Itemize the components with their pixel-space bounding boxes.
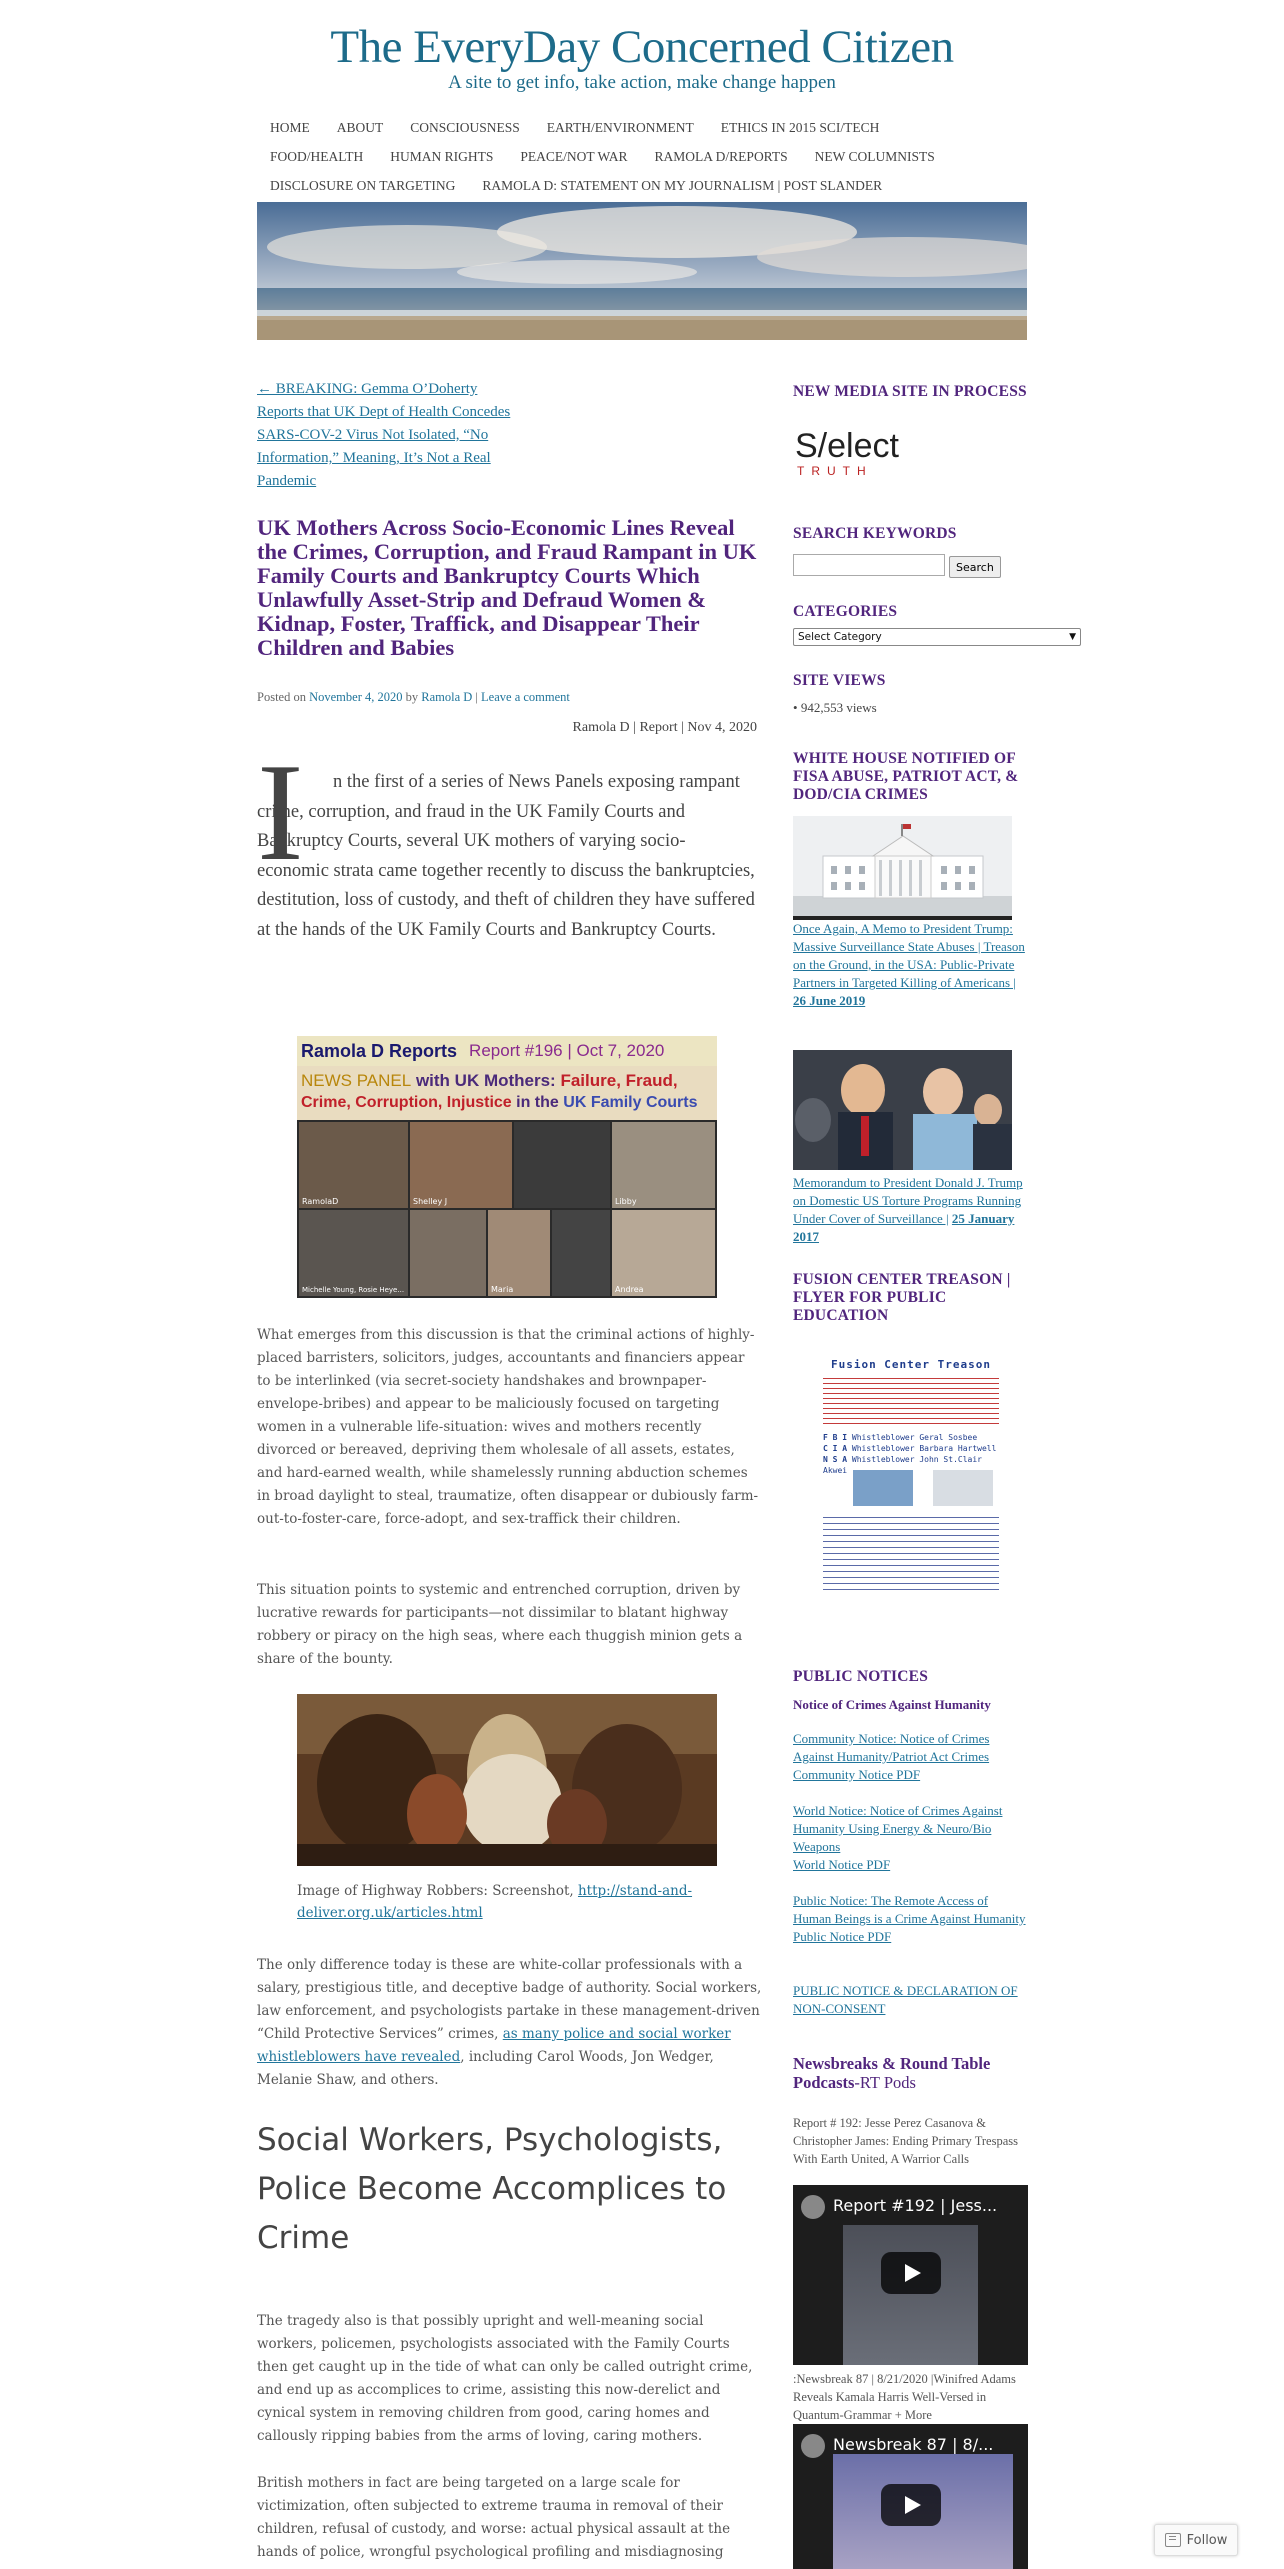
categories-select[interactable] [793,628,1081,646]
post-date-link[interactable]: November 4, 2020 [309,690,403,704]
notice-heading: Notice of Crimes Against Humanity [793,1697,991,1712]
public-notice-pdf-link[interactable]: Public Notice PDF [793,1929,892,1944]
newsbreaks-title: Newsbreaks & Round Table Podcasts [793,2054,991,2092]
non-consent-notice [793,1982,1029,2018]
site-title[interactable]: The EveryDay Concerned Citizen [330,21,954,73]
select-truth-logo[interactable] [795,428,915,490]
main-navigation [257,113,1027,200]
views-count-text: 942,553 views [800,700,877,715]
non-consent-link[interactable]: PUBLIC NOTICE & DECLARATION OF NON-CONSENT [793,1983,1018,2016]
paragraph-tragedy: The tragedy also is that possibly upright and well-meaning social workers, policemen, psychologists associated with the Family Courts then get caught up in the tide of what can only be called outright crime, and end up as accomplices to crime, assisting this now-derelict and cynical system in removing children from good, caring homes and callously ripping babies from the arms of loving, caring mothers. [257,2313,753,2444]
flyer-intro-text [823,1376,999,1426]
memo-date-2[interactable]: 25 January 2017 [793,1211,1015,1244]
nav-item-disclosure[interactable]: DISCLOSURE ON TARGETING [270,177,456,193]
banner-news-panel: NEWS PANEL [301,1071,412,1090]
nav-item-ramola-reports[interactable]: RAMOLA D/REPORTS [654,148,788,164]
categories-selected-value: Select Category [798,631,882,643]
call-tile-name: Shelley J [413,1197,448,1206]
fusion-center-flyer[interactable] [813,1350,1009,1598]
call-tile [299,1122,408,1208]
public-notice-link[interactable]: Public Notice: The Remote Access of Human Beings is a Crime Against Humanity [793,1893,1026,1926]
nav-row-2 [257,142,1027,171]
nav-item-consciousness[interactable]: CONSCIOUSNESS [410,119,520,135]
banner-in-the: in the [516,1094,559,1111]
play-icon[interactable] [881,2252,941,2294]
community-notice-link[interactable]: Community Notice: Notice of Crimes Against Humanity/Patriot Act Crimes [793,1731,990,1764]
lead-paragraph [257,768,757,945]
trump-inauguration-image[interactable] [793,1050,1012,1170]
paragraph-british-mothers: British mothers in fact are being targeted on a large scale for victimization, often subjected to extreme trauma in removal of their children, refusal of custody, and worse: actual physical assault at the hands of police, wrongful psychological profiling and misdiagnosing [257,2475,731,2560]
flyer-agency-label: Whistleblower Geral Sosbee [851,1433,978,1442]
banner-family-courts: UK Family Courts [563,1094,698,1111]
nav-item-home[interactable]: HOME [270,119,310,135]
play-icon[interactable] [881,2484,941,2526]
author-link[interactable]: Ramola D [421,690,473,704]
memo-link-1[interactable]: Once Again, A Memo to President Trump: Massive Surveillance State Abuses | Treason on the Ground, in the USA: Public-Private Partners in Targeted Killing of Americans | [793,921,1025,990]
widget-title-white-house: WHITE HOUSE NOTIFIED OF FISA ABUSE, PATRIOT ACT, & DOD/CIA CRIMES [793,750,1019,803]
call-tile [612,1122,715,1208]
widget-title-public-notices: PUBLIC NOTICES [793,1668,929,1685]
flyer-agency: C I A [823,1444,848,1453]
leave-comment-link[interactable]: Leave a comment [481,690,570,704]
drop-cap: I [257,735,304,890]
memo-date-1[interactable]: 26 June 2019 [793,993,866,1008]
video-2-logo-icon [801,2434,825,2458]
video-1-thumbnail [843,2225,978,2365]
call-tile-name: Libby [615,1197,637,1206]
search-button[interactable]: Search [949,556,1001,578]
white-house-memo-1 [793,920,1029,1010]
flyer-photo [933,1470,993,1506]
world-notice [793,1802,1029,1874]
video-player-1[interactable] [793,2185,1028,2365]
world-notice-pdf-link[interactable]: World Notice PDF [793,1857,891,1872]
public-notice [793,1892,1029,1946]
call-tile [612,1210,715,1296]
call-tile-name: Michelle Young, Rosie Heye... [302,1286,405,1294]
flyer-photo [853,1470,913,1506]
widget-title-categories: CATEGORIES [793,603,898,620]
flyer-title: Fusion Center Treason [830,1358,992,1371]
call-tile [410,1210,486,1296]
community-notice [793,1730,1029,1784]
post-meta [257,690,570,705]
whistleblowers-link[interactable]: as many police and social worker whistleblowers have revealed [257,2026,731,2065]
call-tile-name: RamolaD [302,1197,339,1206]
call-tile [514,1122,610,1208]
flyer-body-text [823,1514,999,1592]
bullet-icon: • [793,700,798,715]
report-byline: Ramola D | Report | Nov 4, 2020 [572,720,757,735]
meta-separator: | [475,690,478,704]
image-caption [297,1880,717,1924]
select-logo-text: S/elect [795,427,899,465]
video-1-logo-icon [801,2195,825,2219]
call-tile-name: Andrea [615,1285,644,1294]
white-house-image[interactable] [793,816,1012,920]
header-image[interactable] [257,202,1027,340]
video-player-2[interactable] [793,2424,1028,2569]
news-panel-image[interactable] [297,1036,717,1298]
video-2-title: Newsbreak 87 | 8/... [833,2435,994,2454]
search-input[interactable] [793,554,945,576]
banner-line-3 [301,1094,698,1112]
paragraph-text: The only difference today is these are white-collar professionals with a salary, prestigious title, and deceptive badge of authority. Social workers, law enforcement, and psychologists partake in these management-driven “Child Protective Services” crimes, [257,1957,762,2042]
call-tile [299,1210,408,1296]
nav-row-3 [257,171,1027,200]
flyer-agency-label: Whistleblower Barbara Hartwell [851,1444,997,1453]
widget-title-newsbreaks [793,2054,1029,2092]
views-count [793,700,877,716]
video-1-description: Report # 192: Jesse Perez Casanova & Christopher James: Ending Primary Trespass With Earth United, A Warrior Calls [793,2116,1018,2166]
widget-title-search: SEARCH KEYWORDS [793,525,957,542]
paragraph-criminal-actions: What emerges from this discussion is that the criminal actions of highly-placed barristers, solicitors, judges, accountants and financiers appear to be interlinked (via secret-society handshakes and brownpaper-envelope-bribes) and appear to be maliciously focused on targeting women in a vulnerable life-situation: wives and mothers recently divorced or bereaved, depriving them wholesale of all assets, estates, and hard-earned wealth, while shamelessly running abduction schemes in broad daylight to steal, traumatize, often disappear or dubiously farm-out-to-foster-care, force-adopt, and sex-traffick their children. [257,1327,759,1527]
newsbreaks-subtitle: -RT Pods [854,2073,916,2092]
widget-title-site-views: SITE VIEWS [793,672,886,689]
call-tile [488,1210,550,1296]
nav-item-human-rights[interactable]: HUMAN RIGHTS [390,148,494,164]
previous-post-link[interactable]: ← BREAKING: Gemma O’Doherty Reports that UK Dept of Health Concedes SARS-COV-2 Virus Not Isolated, “No Information,” Meaning, It’s Not a Real Pandemic [257,381,511,489]
nav-item-about[interactable]: ABOUT [336,119,384,135]
paragraph-systemic-corruption: This situation points to systemic and entrenched corruption, driven by lucrative rewards for participants—not dissimilar to blatant highway robbery or piracy on the high seas, where each thuggish minion gets a share of the bounty. [257,1582,743,1667]
video-call-grid [297,1120,717,1298]
white-house-memo-2 [793,1174,1029,1246]
banner-with-mothers: with UK Mothers: [415,1071,556,1090]
posted-on-label: Posted on [257,690,306,704]
highway-robbers-image[interactable] [297,1694,717,1866]
world-notice-link[interactable]: World Notice: Notice of Crimes Against Humanity Using Energy & Neuro/Bio Weapons [793,1803,1003,1854]
site-description: A site to get info, take action, make change happen [448,72,836,93]
call-tile-name: Maria [491,1285,514,1294]
follow-button[interactable] [1154,2524,1238,2556]
follow-label: Follow [1186,2532,1228,2548]
community-notice-pdf-link[interactable]: Community Notice PDF [793,1767,921,1782]
chevron-down-icon: ▼ [1069,632,1076,642]
video-2-description: :Newsbreak 87 | 8/21/2020 |Winifred Adams Reveals Kamala Harris Well-Versed in Quantum-Grammar + More [793,2372,1016,2422]
banner-crime: Crime, Corruption, Injustice [301,1094,512,1111]
flyer-agency: F B I [823,1433,848,1442]
nav-item-earth-environment[interactable]: EARTH/ENVIRONMENT [546,119,694,135]
flyer-agency-row [823,1443,999,1454]
caption-link[interactable]: http://stand-and-deliver.org.uk/articles.html [297,1883,693,1921]
nav-item-peace[interactable]: PEACE/NOT WAR [520,148,628,164]
video-1-title: Report #192 | Jess... [833,2196,998,2215]
call-tile [552,1210,610,1296]
call-tile [410,1122,512,1208]
memo-link-2[interactable]: Memorandum to President Donald J. Trump on Domestic US Torture Programs Running Under Cover of Surveillance | [793,1175,1023,1226]
post-title[interactable]: UK Mothers Across Socio-Economic Lines Reveal the Crimes, Corruption, and Fraud Rampant in UK Family Courts and Bankruptcy Courts Which Unlawfully Asset-Strip and Defraud Women & Kidnap, Foster, Traffick, and Disappear Their Children and Babies [257,515,757,660]
nav-item-ethics[interactable]: ETHICS IN 2015 SCI/TECH [720,119,880,135]
widget-title-new-media: NEW MEDIA SITE IN PROCESS [793,383,1027,400]
by-label: by [405,690,419,704]
nav-item-food-health[interactable]: FOOD/HEALTH [270,148,364,164]
lead-text: n the first of a series of News Panels exposing rampant crime, corruption, and fraud in the UK Family Courts and Bankruptcy Courts, several UK mothers of varying socio-economic strata came together recently to discuss the bankruptcies, destitution, loss of custody, and theft of children they have suffered at the hands of the UK Family Courts and Bankruptcy Courts. [257,772,755,940]
section-heading: Social Workers, Psychologists, Police Become Accomplices to Crime [257,2122,727,2256]
banner-line-2 [301,1071,678,1091]
nav-item-statement[interactable]: RAMOLA D: STATEMENT ON MY JOURNALISM | POST SLANDER [482,177,883,193]
paragraph-text: , including Carol Woods, Jon Wedger, Melanie Shaw, and others. [257,2049,714,2088]
banner-brand: Ramola D Reports [301,1040,458,1061]
flyer-agency-label: Whistleblower John St.Clair Akwei [823,1455,982,1475]
banner-top-bar [297,1036,717,1066]
widget-title-fusion-center: FUSION CENTER TREASON | FLYER FOR PUBLIC EDUCATION [793,1271,1011,1324]
follow-icon [1165,2533,1181,2547]
banner-failure: Failure, Fraud, [560,1071,678,1090]
flyer-agency-row [823,1432,999,1443]
banner-report-number: Report #196 | Oct 7, 2020 [469,1041,665,1060]
paragraph-white-collar [257,1954,762,2092]
nav-item-new-columnists[interactable]: NEW COLUMNISTS [814,148,935,164]
nav-row-1 [257,113,1027,142]
flyer-agency: N S A [823,1455,848,1464]
truth-logo-text: TRUTH [797,464,873,478]
caption-text: Image of Highway Robbers: Screenshot, [297,1883,574,1899]
